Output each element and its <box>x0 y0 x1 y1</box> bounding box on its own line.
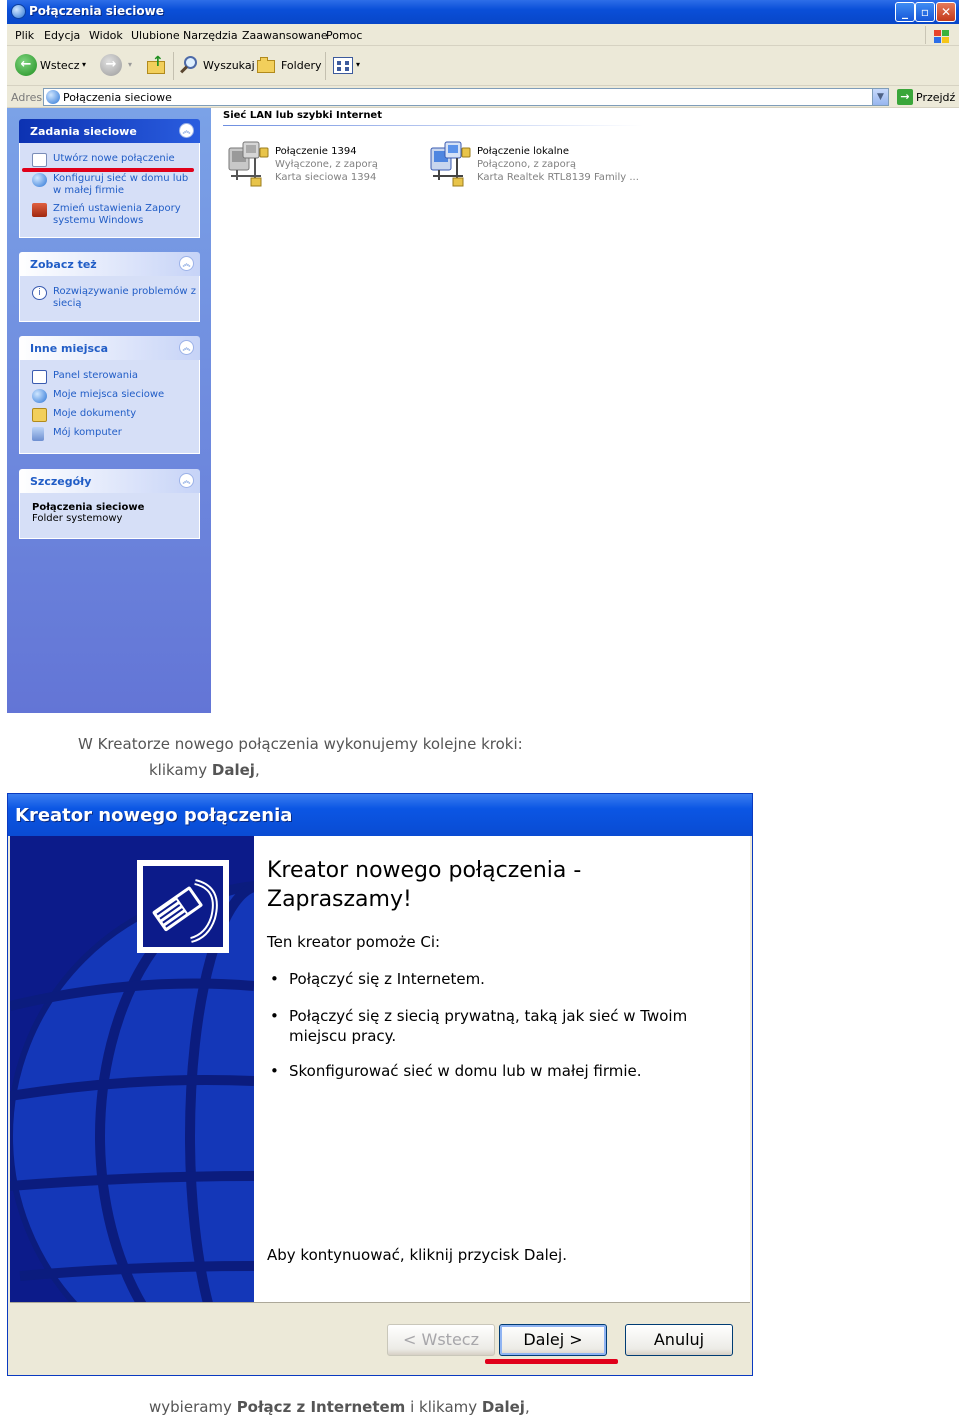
wizard-bullet: • Połączyć się z Internetem. <box>289 969 709 989</box>
network-tasks-title: Zadania sieciowe <box>30 125 137 138</box>
task-troubleshoot-network-label[interactable]: Rozwiązywanie problemów z siecią <box>53 286 196 309</box>
wizard-side-banner <box>10 836 254 1302</box>
new-connection-icon <box>32 153 47 167</box>
windows-logo-icon <box>925 26 951 44</box>
connection-name: Połączenie 1394 <box>275 146 357 157</box>
collapse-chevron-icon[interactable]: ︽ <box>179 473 194 488</box>
control-panel-icon <box>32 370 47 384</box>
wizard-button-bar <box>10 1302 750 1374</box>
collapse-chevron-icon[interactable]: ︽ <box>179 256 194 271</box>
computer-icon <box>32 427 44 441</box>
documents-folder-icon <box>32 408 47 422</box>
task-create-new-connection-label[interactable]: Utwórz nowe połączenie <box>53 153 175 164</box>
menu-help[interactable]: Pomoc <box>326 29 363 42</box>
info-icon: i <box>32 286 47 300</box>
menu-advanced[interactable]: Zaawansowane <box>242 29 328 42</box>
other-places-title: Inne miejsca <box>30 342 108 355</box>
details-header[interactable] <box>19 469 200 493</box>
network-connections-window <box>7 0 959 713</box>
wizard-titlebar[interactable] <box>8 794 752 836</box>
cancel-button[interactable]: Anuluj <box>625 1324 733 1356</box>
network-connection-active-icon <box>427 140 471 188</box>
folders-icon[interactable] <box>257 57 277 73</box>
toolbar-separator <box>325 52 326 80</box>
address-input[interactable] <box>43 88 889 106</box>
search-button-label[interactable]: Wyszukaj <box>203 59 255 72</box>
place-control-panel[interactable] <box>20 370 138 382</box>
views-icon[interactable] <box>333 57 353 74</box>
network-connections-icon <box>11 4 26 19</box>
menu-view[interactable]: Widok <box>89 29 123 42</box>
task-firewall-settings[interactable] <box>20 203 198 227</box>
wizard-continue-hint: Aby kontynuować, kliknij przycisk Dalej. <box>267 1246 567 1264</box>
details-panel <box>19 469 200 539</box>
see-also-body <box>19 276 200 322</box>
details-title: Szczegóły <box>30 475 92 488</box>
firewall-icon <box>32 203 47 217</box>
wizard-bullet: • Połączyć się z siecią prywatną, taką jak sieć w Twoim miejscu pracy. <box>289 1006 709 1046</box>
folders-button-label[interactable]: Foldery <box>281 59 322 72</box>
next-button[interactable]: Dalej > <box>499 1324 607 1356</box>
other-places-header[interactable] <box>19 336 200 360</box>
instruction-bold: Dalej <box>481 1398 525 1416</box>
collapse-chevron-icon[interactable]: ︽ <box>179 340 194 355</box>
place-my-computer-label[interactable]: Mój komputer <box>53 427 122 438</box>
task-setup-home-network[interactable] <box>20 173 198 197</box>
connection-local-area[interactable] <box>425 138 655 194</box>
address-label: Adres <box>11 91 43 104</box>
connection-1394[interactable] <box>223 138 423 194</box>
annotation-underline <box>485 1359 618 1364</box>
connection-device: Karta sieciowa 1394 <box>275 172 377 183</box>
annotation-underline <box>22 168 194 172</box>
views-dropdown-icon[interactable]: ▾ <box>356 60 361 69</box>
window-titlebar[interactable] <box>7 0 959 24</box>
details-type: Folder systemowy <box>32 513 123 524</box>
forward-arrow-icon[interactable]: → <box>100 54 122 76</box>
see-also-header[interactable] <box>19 252 200 276</box>
instruction-text: , <box>524 1398 530 1416</box>
network-connections-icon <box>46 90 60 104</box>
wizard-intro: Ten kreator pomoże Ci: <box>267 933 441 951</box>
go-button-label[interactable]: Przejdź <box>916 91 956 104</box>
instruction-bold: Połącz z Internetem <box>236 1398 406 1416</box>
instruction-text: , <box>254 761 260 779</box>
new-connection-wizard-window <box>7 793 753 1376</box>
network-places-icon <box>32 389 47 403</box>
menu-tools[interactable]: Narzędzia <box>183 29 238 42</box>
maximize-button[interactable]: ▫ <box>915 2 935 22</box>
instruction-bold: Dalej <box>211 761 255 779</box>
place-my-documents[interactable] <box>20 408 136 420</box>
back-button[interactable]: < Wstecz <box>387 1324 495 1356</box>
menu-edit[interactable]: Edycja <box>44 29 81 42</box>
connection-name: Połączenie lokalne <box>477 146 570 157</box>
task-pane <box>7 108 211 713</box>
instruction-line-1: W Kreatorze nowego połączenia wykonujemy kolejne kroki: <box>78 735 523 753</box>
connection-status: Połączono, z zaporą <box>477 159 576 170</box>
network-tasks-panel <box>19 119 200 238</box>
place-my-network-places[interactable] <box>20 389 164 401</box>
see-also-panel <box>19 252 200 322</box>
instruction-text: wybieramy <box>149 1398 237 1416</box>
place-my-computer[interactable] <box>20 427 122 439</box>
address-bar <box>7 86 959 108</box>
forward-dropdown-icon[interactable]: ▾ <box>128 60 133 69</box>
instruction-line-2 <box>149 761 260 779</box>
toolbar-separator <box>173 52 174 80</box>
network-tasks-body <box>19 143 200 238</box>
see-also-title: Zobacz też <box>30 258 97 271</box>
instruction-text: klikamy <box>149 761 212 779</box>
lan-group-header: Sieć LAN lub szybki Internet <box>223 110 959 126</box>
place-control-panel-label[interactable]: Panel sterowania <box>53 370 138 381</box>
back-dropdown-icon[interactable]: ▾ <box>82 60 87 69</box>
address-value[interactable]: Połączenia sieciowe <box>63 91 172 104</box>
network-connection-disabled-icon <box>225 140 269 188</box>
back-arrow-icon[interactable]: ← <box>15 54 37 76</box>
connection-status: Wyłączone, z zaporą <box>275 159 378 170</box>
menu-favorites[interactable]: Ulubione <box>131 29 180 42</box>
home-network-icon <box>32 173 47 187</box>
wizard-title: Kreator nowego połączenia <box>15 805 293 826</box>
task-firewall-settings-label[interactable]: Zmień ustawienia Zapory systemu Windows <box>53 203 181 226</box>
collapse-chevron-icon[interactable]: ︽ <box>179 123 194 138</box>
go-arrow-icon[interactable]: → <box>897 89 913 105</box>
instruction-text: i klikamy <box>405 1398 482 1416</box>
details-body <box>19 493 200 539</box>
network-cable-icon <box>137 860 229 953</box>
task-setup-home-network-label[interactable]: Konfiguruj sieć w domu lub w małej firmie <box>53 173 189 196</box>
back-button-label[interactable]: Wstecz <box>40 59 80 72</box>
folder-up-icon[interactable]: ↑ <box>145 54 167 76</box>
window-title: Połączenia sieciowe <box>29 4 164 18</box>
place-my-documents-label[interactable]: Moje dokumenty <box>53 408 137 419</box>
wizard-bullet: • Skonfigurować sieć w domu lub w małej firmie. <box>289 1061 709 1081</box>
instruction-line-3 <box>149 1398 530 1416</box>
task-troubleshoot-network[interactable] <box>20 286 198 310</box>
details-name: Połączenia sieciowe <box>32 502 145 513</box>
connection-device: Karta Realtek RTL8139 Family ... <box>477 172 639 183</box>
place-my-network-places-label[interactable]: Moje miejsca sieciowe <box>53 389 165 400</box>
wizard-main-panel <box>254 836 750 1302</box>
menu-bar <box>7 24 959 46</box>
menu-file[interactable]: Plik <box>15 29 35 42</box>
wizard-heading: Kreator nowego połączenia - Zapraszamy! <box>267 858 582 912</box>
task-create-new-connection[interactable] <box>20 153 175 165</box>
minimize-button[interactable]: _ <box>895 2 915 22</box>
close-button[interactable]: ✕ <box>936 2 956 22</box>
other-places-panel <box>19 336 200 454</box>
search-icon[interactable] <box>179 55 199 75</box>
network-tasks-header[interactable] <box>19 119 200 143</box>
address-dropdown-icon[interactable]: ▼ <box>872 89 888 105</box>
other-places-body <box>19 360 200 454</box>
standard-toolbar <box>7 46 959 86</box>
